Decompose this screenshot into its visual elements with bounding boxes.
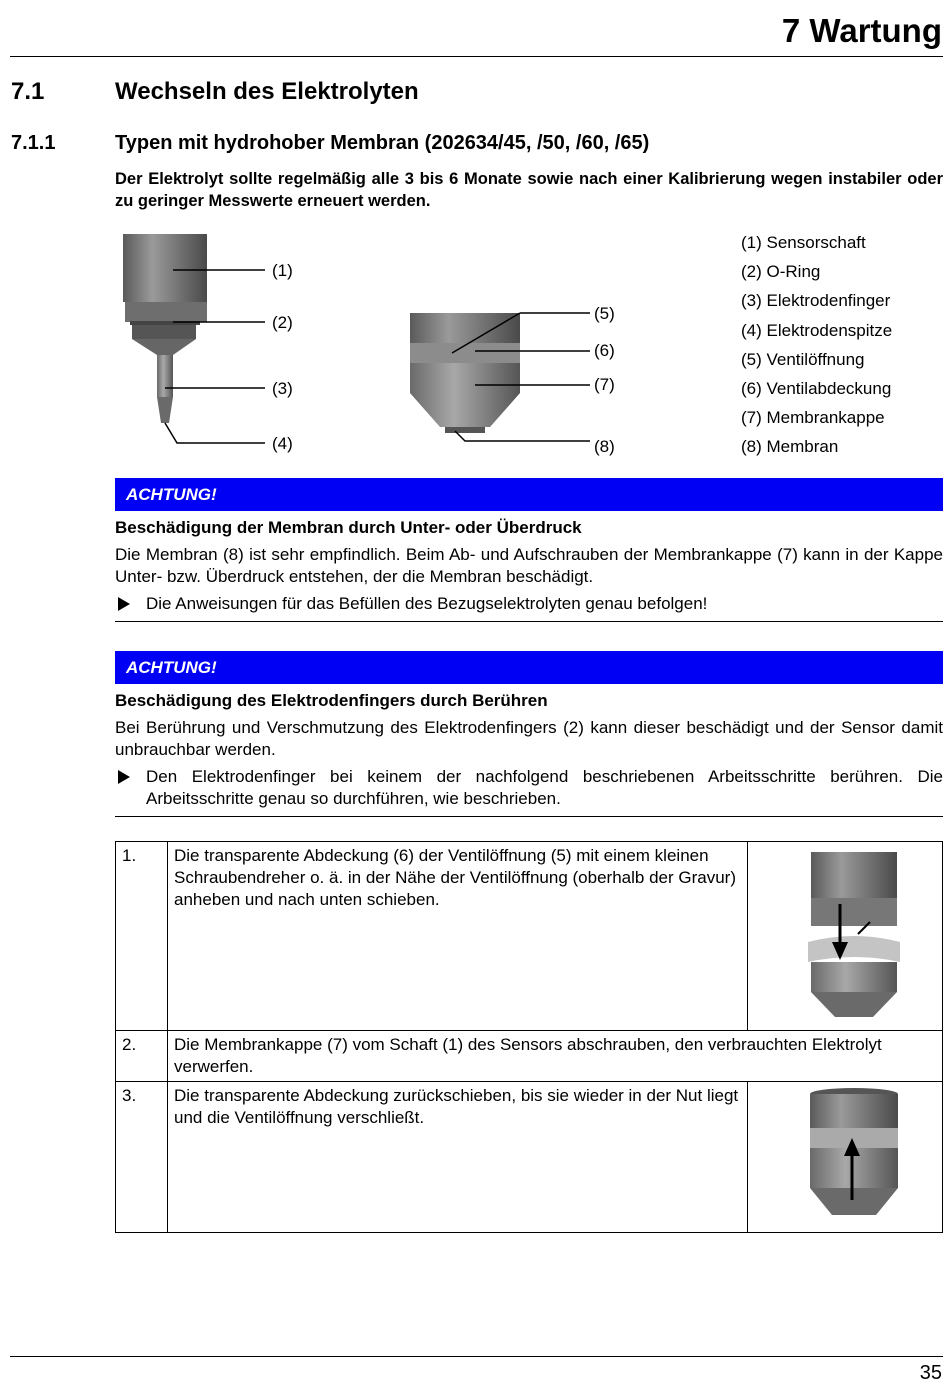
subsection-title: Typen mit hydrohober Membran (202634/45, /50, /60, /65) bbox=[115, 132, 650, 154]
warning-badge: ACHTUNG! bbox=[115, 651, 943, 684]
legend-item: (6) Ventilabdeckung bbox=[741, 379, 892, 399]
header-rule bbox=[10, 56, 943, 57]
warning-box-1 bbox=[115, 478, 943, 622]
legend-item: (1) Sensorschaft bbox=[741, 233, 866, 252]
section-heading bbox=[11, 78, 419, 106]
steps-table bbox=[115, 841, 943, 1233]
warning-title: Beschädigung der Membran durch Unter- oder Überdruck bbox=[115, 518, 582, 537]
legend-item: (4) Elektrodenspitze bbox=[741, 320, 893, 340]
warning-step-text: Den Elektrodenfinger bei keinem der nachfolgend beschriebenen Arbeitsschritte berühren. Die Arbeitsschritte genau so durchführen, wie beschrieben. bbox=[146, 767, 943, 808]
callout-1: (1) bbox=[272, 261, 293, 280]
warning-step-text: Die Anweisungen für das Befüllen des Bezugselektrolyten genau befolgen! bbox=[146, 594, 708, 613]
callout-5: (5) bbox=[594, 304, 615, 323]
sensor-shaft-shape bbox=[123, 234, 207, 302]
warning-rule bbox=[115, 621, 943, 622]
legend-item: (3) Elektrodenfinger bbox=[741, 291, 891, 311]
electrode-finger-shape bbox=[157, 355, 173, 397]
step-number: 2. bbox=[116, 1031, 168, 1082]
membrane-shape bbox=[445, 427, 485, 433]
warning-step bbox=[115, 766, 943, 810]
subsection-heading bbox=[11, 132, 649, 155]
callout-8: (8) bbox=[594, 437, 615, 456]
bullet-triangle-icon bbox=[118, 597, 130, 611]
step-image bbox=[748, 842, 943, 1031]
warning-step bbox=[115, 593, 943, 615]
table-row bbox=[116, 1082, 943, 1233]
open-valve-photo bbox=[748, 842, 942, 1024]
section-number: 7.1 bbox=[11, 78, 45, 105]
table-row bbox=[116, 1031, 943, 1082]
step-text: Die transparente Abdeckung (6) der Ventilöffnung (5) mit einem kleinen Schraubendreher o. ä. in der Nähe der Ventilöffnung (oberhalb der Gravur) anheben und nach unten schieben. bbox=[168, 842, 748, 1031]
intro-paragraph: Der Elektrolyt sollte regelmäßig alle 3 bis 6 Monate sowie nach einer Kalibrierung wegen instabiler oder zu geringer Messwerte erneuert werden. bbox=[115, 170, 943, 210]
legend-item: (2) O-Ring bbox=[741, 262, 821, 282]
sensor-drawing bbox=[115, 225, 735, 465]
o-ring-shape bbox=[125, 302, 207, 322]
table-row bbox=[116, 842, 943, 1031]
step-number: 3. bbox=[116, 1082, 168, 1233]
legend-item: (8) Membran bbox=[741, 437, 839, 457]
warning-title: Beschädigung des Elektrodenfingers durch Berühren bbox=[115, 691, 548, 710]
closed-valve-photo bbox=[748, 1082, 942, 1226]
sensor-figure bbox=[115, 225, 945, 465]
subsection-number: 7.1.1 bbox=[11, 132, 56, 154]
warning-box-2 bbox=[115, 651, 943, 817]
bullet-triangle-icon bbox=[118, 770, 130, 784]
electrode-tip-shape bbox=[157, 397, 173, 423]
figure-legend bbox=[741, 228, 892, 462]
page-number: 35 bbox=[919, 1362, 942, 1384]
step-text: Die Membrankappe (7) vom Schaft (1) des Sensors abschrauben, den verbrauchten Elektrolyt verwerfen. bbox=[168, 1031, 943, 1082]
legend-item: (5) Ventilöffnung bbox=[741, 349, 865, 369]
warning-text: Die Membran (8) ist sehr empfindlich. Beim Ab- und Aufschrauben der Membrankappe (7) kann in der Kappe Unter- bzw. Überdruck entstehen, der die Membran beschädigt. bbox=[115, 545, 943, 586]
section-title: Wechseln des Elektrolyten bbox=[115, 78, 419, 105]
warning-badge: ACHTUNG! bbox=[115, 478, 943, 511]
callout-6: (6) bbox=[594, 341, 615, 360]
warning-rule bbox=[115, 816, 943, 817]
warning-text: Bei Berührung und Verschmutzung des Elektrodenfingers (2) kann dieser beschädigt und der Sensor damit unbrauchbar werden. bbox=[115, 718, 943, 759]
callout-7: (7) bbox=[594, 375, 615, 394]
callout-4: (4) bbox=[272, 434, 293, 453]
step-image bbox=[748, 1082, 943, 1233]
step-number: 1. bbox=[116, 842, 168, 1031]
membrane-cap-shape bbox=[410, 313, 520, 345]
legend-item: (7) Membrankappe bbox=[741, 408, 885, 428]
footer-rule bbox=[10, 1356, 943, 1357]
step-text: Die transparente Abdeckung zurückschieben, bis sie wieder in der Nut liegt und die Ventilöffnung verschließt. bbox=[168, 1082, 748, 1233]
chapter-title: 7 Wartung bbox=[781, 12, 942, 49]
callout-2: (2) bbox=[272, 313, 293, 332]
callout-3: (3) bbox=[272, 379, 293, 398]
